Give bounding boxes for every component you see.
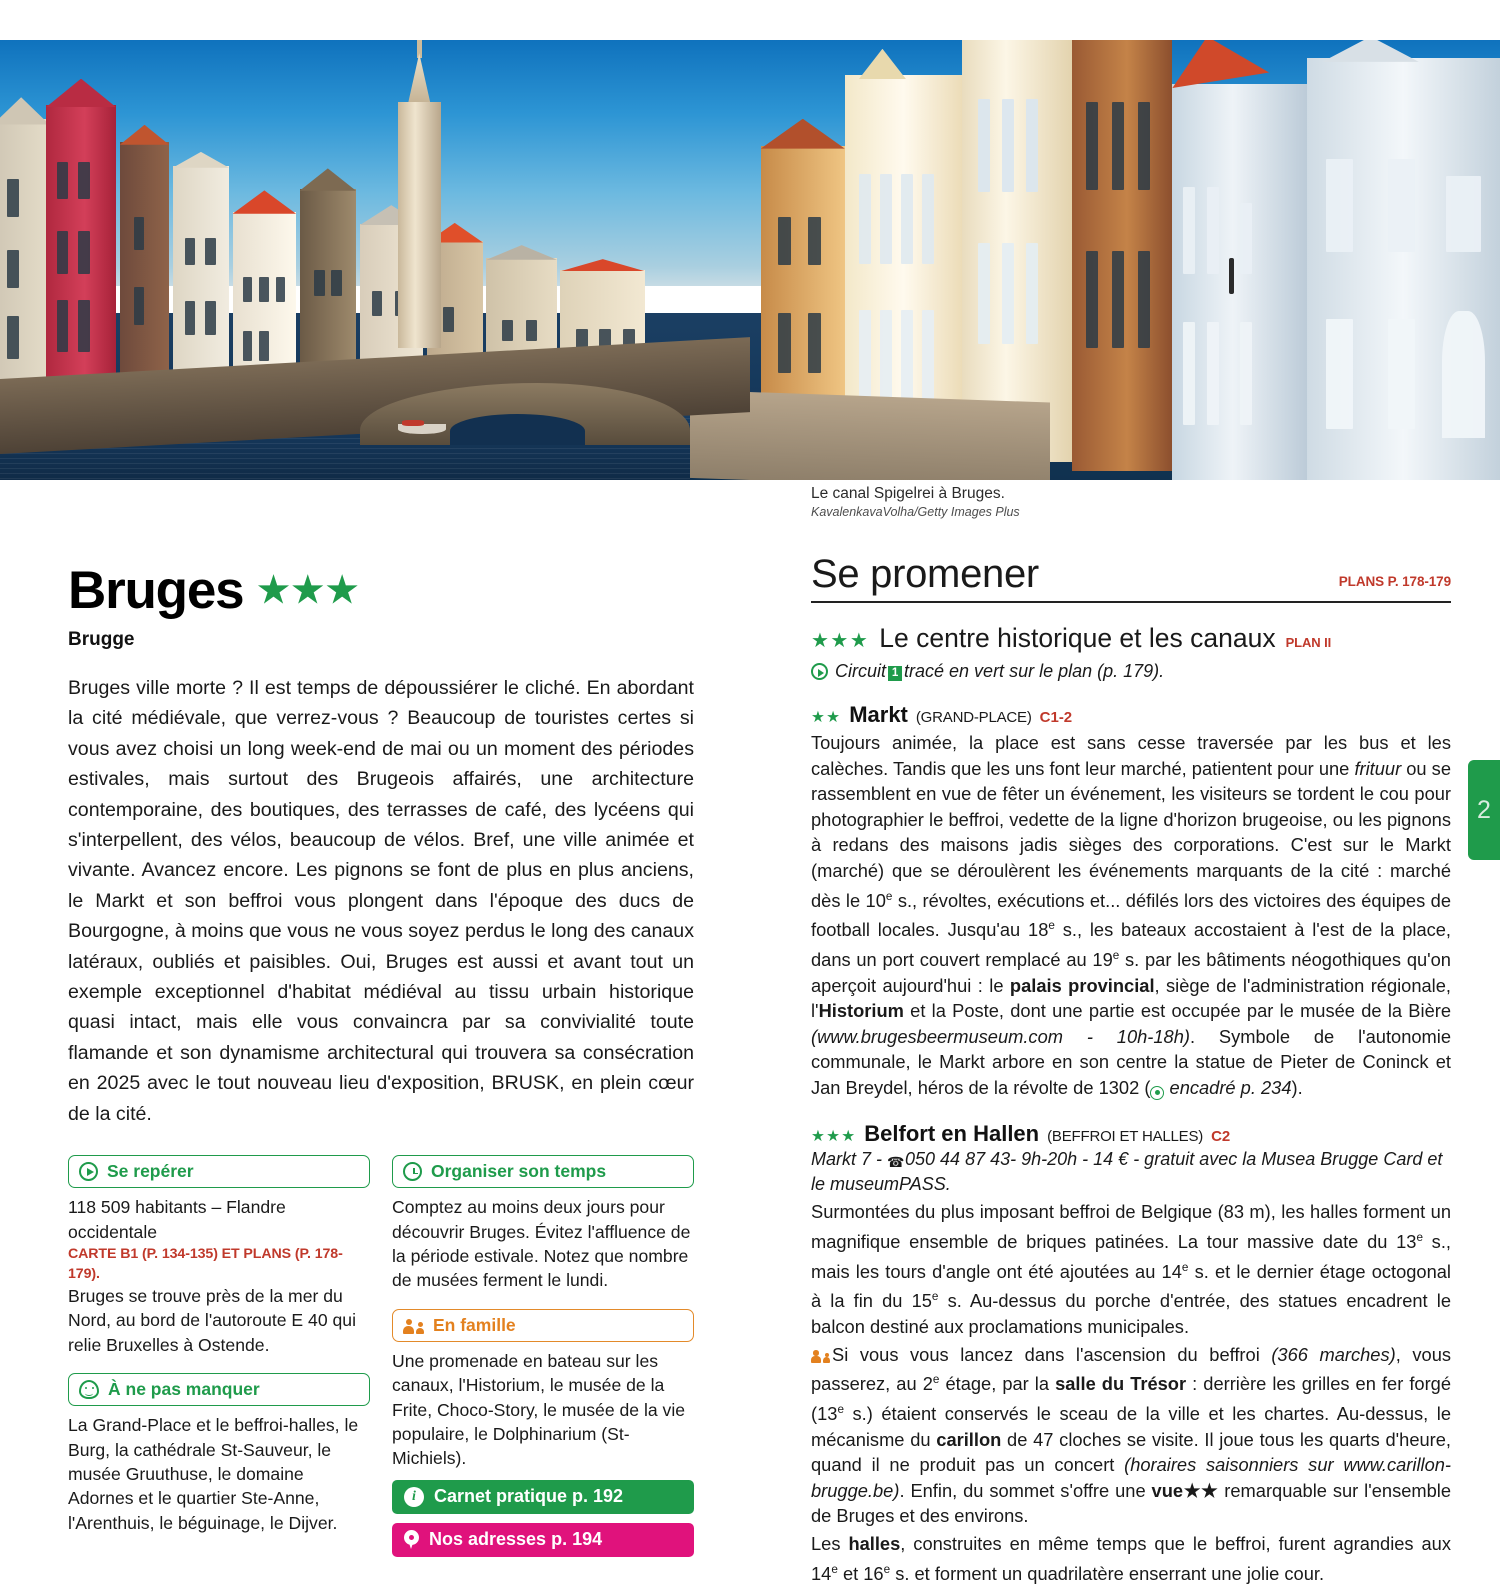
box-a-ne-pas-manquer-header [68,1373,370,1406]
map-pin-icon [404,1530,419,1550]
play-circle-icon [811,663,828,680]
hero-photo [0,40,1500,480]
subsection-plan-ref: PLAN II [1285,635,1332,650]
right-column [811,552,1451,1586]
subsection-stars: ★★★ [811,630,870,652]
poi-markt-title [811,702,1451,728]
poi-belfort [811,1121,1451,1586]
poi-markt-stars: ★★ [811,709,842,726]
cta-carnet-pratique[interactable] [392,1480,694,1514]
city-name: Bruges [68,561,244,620]
poi-markt [811,702,1451,1101]
poi-belfort-altname: (BEFFROI ET HALLES) [1047,1127,1204,1145]
section-title: Se promener [811,552,1039,596]
poi-belfort-body-1: Surmontées du plus imposant beffroi de Belgique (83 m), les halles forment un magnifique ensemble de briques patinées. La tour massive date du 13e s., mais les tours d'angle ont été ajoutées au 14e s. et le dernier étage octogonal à la fin du 15e s. Au-dessus du porche d'entrée, des statues encadrent le balcon destiné aux proclamations municipales. [811,1201,1451,1338]
poi-markt-name: Markt [849,702,908,727]
box-se-reperer-text2: Bruges se trouve près de la mer du Nord, au bord de l'autoroute E 40 qui relie Bruxelles à Ostende. [68,1285,356,1355]
box-se-reperer-title: Se repérer [107,1161,194,1182]
page-title [68,560,694,621]
smiley-icon [79,1380,99,1399]
photo-credit: KavalenkavaVolha/Getty Images Plus [811,505,1020,519]
left-column [68,560,694,1557]
photo-tower [398,102,442,348]
info-icon: i [404,1487,424,1507]
box-se-reperer-ref: CARTE B1 (P. 134-135) ET PLANS (P. 178-179). [68,1245,343,1282]
poi-belfort-stars: ★★★ [811,1127,857,1145]
poi-belfort-name: Belfort en Hallen [864,1120,1040,1146]
poi-markt-body: Toujours animée, la place est sans cesse traversée par les bus et les calèches. Tandis que les uns font leur marché, patientent pour une frituur ou se rassemblent en vue de fêter un événement, les visiteurs se tordent le cou pour photographier le beffroi, vedette de la ligne d'horizon brugeoise, ou les pignons à redans des maisons jadis sièges des corporations. C'est sur le Markt (marché) que se déroulèrent les événements marquants de la cité : marché dès le 10e s., révoltes, exécutions et... défilés lors des victoires des équipes de football locales. Jusqu'au 18e s., les bateaux accostaient à l'est de la place, dans un port couvert remplacé au 19e s. par les bâtiments néogothiques qu'on aperçoit aujourd'hui : le palais provincial, siège de l'administration régionale, l'Historium et la Poste, dont une partie est occupée par le musée de la Bière (www.brugesbeermuseum.com - 10h-18h). Symbole de l'autonomie communale, le Markt arbore en son centre la statue de Pieter de Coninck et Jan Breydel, héros de la révolte de 1302 ( encadré p. 234). [811,732,1451,1098]
circuit-number: 1 [888,666,902,681]
box-organiser-son-temps [392,1155,694,1293]
circuit-note [811,661,1451,682]
play-circle-icon [79,1162,98,1181]
box-organiser-text: Comptez au moins deux jours pour découvrir Bruges. Évitez l'affluence de la période estivale. Notez que nombre de musées ferment le lundi. [392,1197,691,1291]
poi-markt-altname: (GRAND-PLACE) [915,709,1032,726]
photo-caption-block [811,484,1371,521]
page-number: 2 [1477,795,1491,824]
box-en-famille-title: En famille [433,1314,516,1335]
box-organiser-title: Organiser son temps [431,1161,607,1182]
city-local-name: Brugge [68,629,135,650]
clock-icon [403,1162,422,1181]
page-number-tab [1468,760,1500,860]
box-se-reperer [68,1155,370,1357]
box-a-ne-pas-manquer [68,1373,370,1535]
photo-bridge-arch [450,414,585,445]
family-icon [403,1317,424,1334]
box-se-reperer-text1: 118 509 habitants – Flandre occidentale [68,1197,286,1242]
circuit-suffix: tracé en vert sur le plan (p. 179). [904,661,1165,681]
subsection-header [811,623,1451,654]
poi-belfort-body-3: Les halles, construites en même temps que le beffroi, furent agrandies aux 14e et 16e s. et forment un quadrilatère enserrant une jolie cour. [811,1533,1451,1584]
box-organiser-header [392,1155,694,1188]
box-en-famille [392,1309,694,1471]
box-en-famille-text: Une promenade en bateau sur les canaux, l'Historium, le musée de la Frite, Choco-Story, le musée de la vie populaire, le Dolphinarium (St-Michiels). [392,1350,686,1469]
box-a-ne-pas-manquer-text: La Grand-Place et le beffroi-halles, le Burg, la cathédrale St-Sauveur, le musée Gruuthuse, le domaine Adornes et le quartier Ste-Anne, l'Arenthuis, le béguinage, le Dijver. [68,1415,359,1533]
poi-belfort-body-2: Si vous vous lancez dans l'ascension du beffroi (366 marches), vous passerez, au 2e étage, par la salle du Trésor : derrière les grilles en fer forgé (13e s.) étaient conservés le sceau de la ville et les chartes. Au-dessus, le mécanisme du carillon de 47 cloches se visite. Il joue tous les quarts d'heure, quand il ne produit pas un concert (horaires saisonniers sur www.carillon-brugge.be). Enfin, du sommet s'offre une vue★★ remarquable sur l'ensemble de Bruges et des environs. [811,1343,1452,1527]
info-box-column-right [392,1155,694,1557]
cta-nos-adresses[interactable] [392,1523,694,1557]
box-a-ne-pas-manquer-title: À ne pas manquer [108,1379,260,1400]
cta-nos-adresses-label: Nos adresses p. 194 [429,1529,603,1550]
poi-belfort-title [811,1121,1451,1147]
cta-carnet-pratique-label: Carnet pratique p. 192 [434,1486,624,1507]
section-header [811,552,1451,603]
subsection-title: Le centre historique et les canaux [879,623,1276,653]
photo-canvas [0,40,1500,480]
section-plan-reference: PLANS P. 178-179 [1338,574,1451,589]
intro-paragraph: Bruges ville morte ? Il est temps de dépoussiérer le cliché. En abordant la cité médiévale, que verrez-vous ? Beaucoup de touristes certes si vous avez choisi un long week-end de mai ou un moment des périodes estivales, mais surtout des Brugeois affairés, une architecture contemporaine, des boutiques, des terrasses de café, des lycéens qui s'interpellent, des vélos, beaucoup de vélos. Bref, une ville animée et vivante. Avancez encore. Les pignons se font de plus en plus anciens, le Markt et son beffroi vous plongent dans l'époque des ducs de Bourgogne, à moins que vous ne vous soyez perdus le long des canaux latéraux, oubliés et paisibles. Oui, Bruges est aussi et avant tout un exemple exceptionnel d'habitat médiéval au tissu urbain historique quasi intact, mais elle vous convaincra par sa convivialité toute flamande et son dynamisme architectural qui trouvera sa consécration en 2025 avec le tout nouveau lieu d'exposition, BRUSK, en plein cœur de la cité. [68,677,694,1125]
info-box-column-left [68,1155,370,1557]
box-en-famille-header [392,1309,694,1342]
circuit-text [835,661,1164,682]
city-rating-stars: ★★★ [257,569,361,610]
info-boxes [68,1155,694,1557]
photo-caption: Le canal Spigelrei à Bruges. [811,485,1005,502]
poi-markt-grid: C1-2 [1039,709,1073,726]
box-se-reperer-header [68,1155,370,1188]
poi-belfort-grid: C2 [1211,1127,1231,1145]
circuit-label: Circuit [835,661,887,681]
photo-boat [398,424,446,434]
poi-belfort-practical-info: Markt 7 - ☎ 050 44 87 43- 9h-20h - 14 € - gratuit avec la Musea Brugge Card et le museumPASS. [811,1147,1451,1198]
